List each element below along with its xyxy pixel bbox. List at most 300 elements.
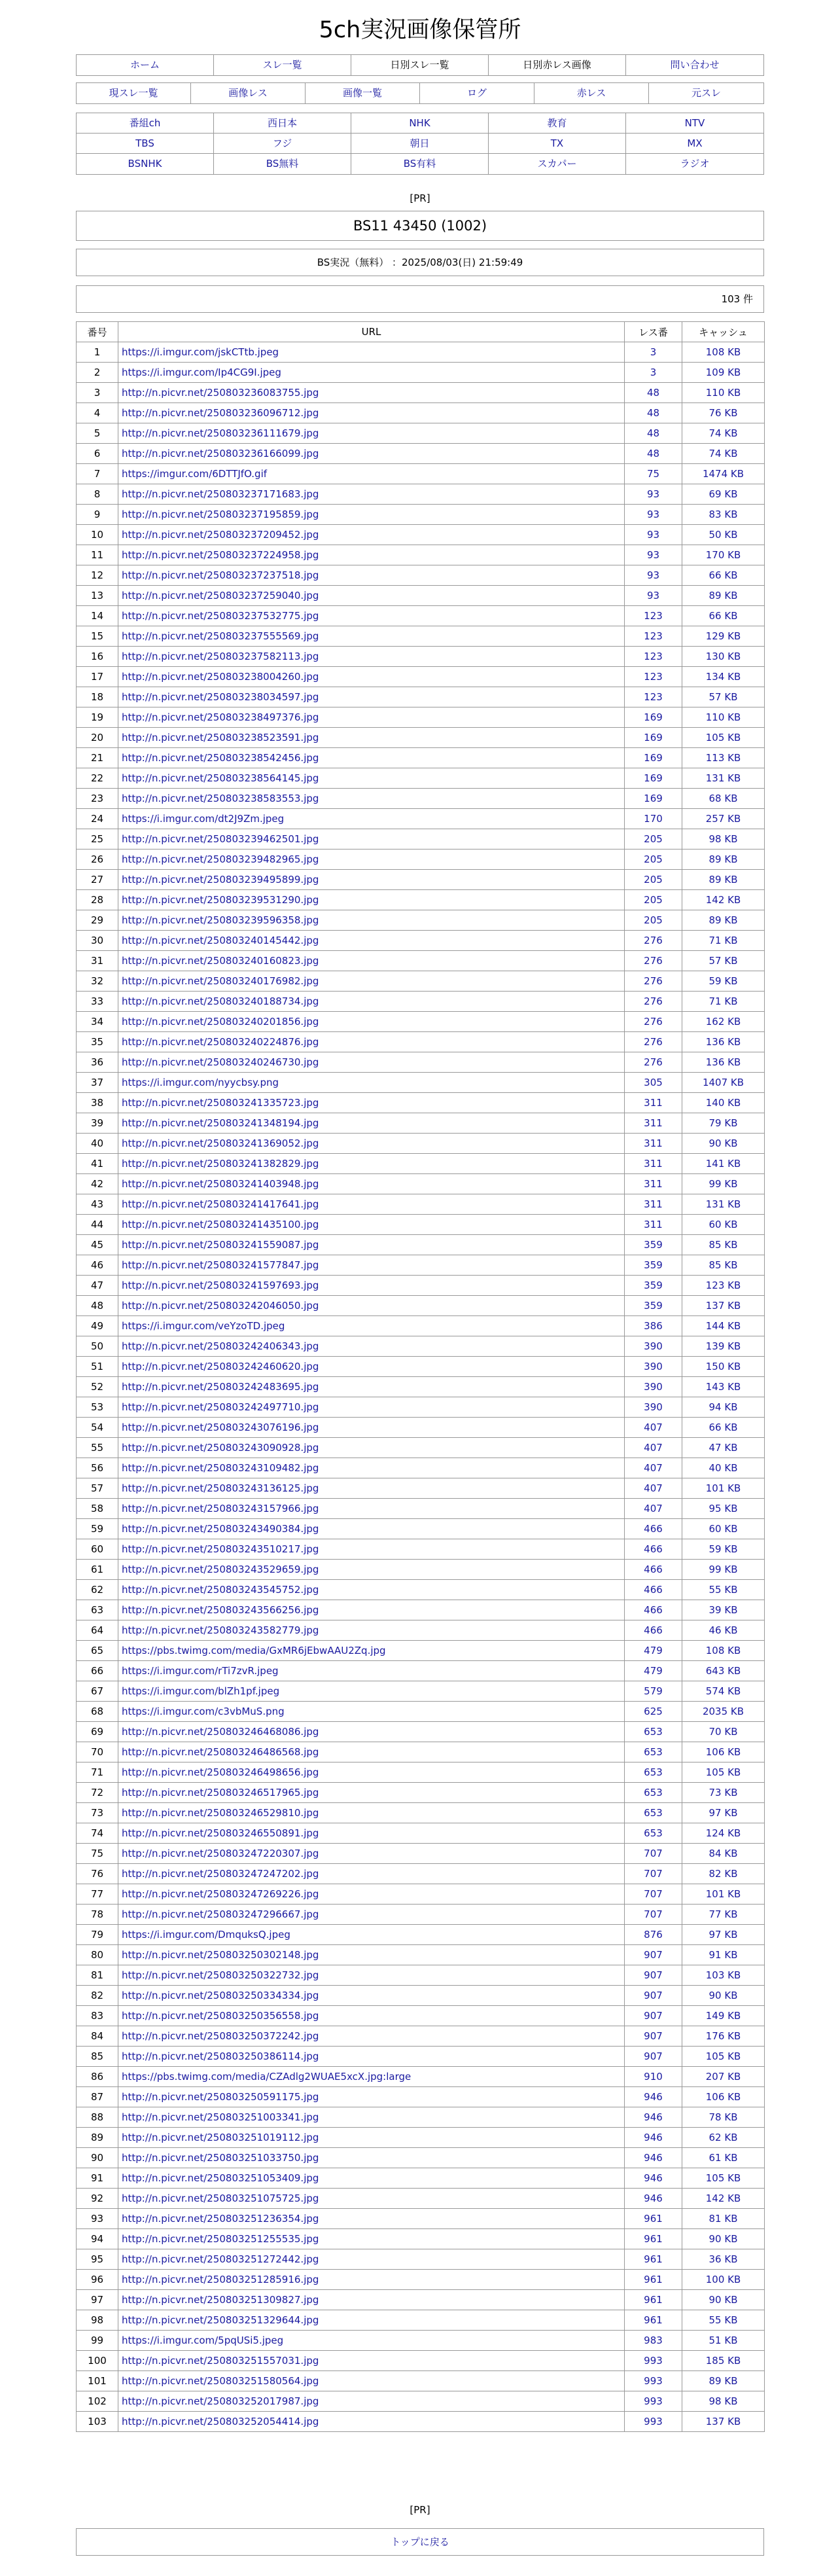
res-number-link[interactable]: 653: [625, 1742, 682, 1762]
nav-second-link-3[interactable]: ログ: [420, 83, 534, 103]
res-number-link[interactable]: 311: [625, 1194, 682, 1215]
res-number-link[interactable]: 169: [625, 789, 682, 809]
cache-link[interactable]: 60 KB: [682, 1519, 765, 1539]
image-url-link[interactable]: http://n.picvr.net/250803250372242.jpg: [118, 2026, 625, 2047]
res-number-link[interactable]: 466: [625, 1560, 682, 1580]
cache-link[interactable]: 85 KB: [682, 1235, 765, 1255]
image-url-link[interactable]: http://n.picvr.net/250803243490384.jpg: [118, 1519, 625, 1539]
cache-link[interactable]: 76 KB: [682, 403, 765, 423]
res-number-link[interactable]: 311: [625, 1154, 682, 1174]
res-number-link[interactable]: 123: [625, 687, 682, 707]
image-url-link[interactable]: http://n.picvr.net/250803238542456.jpg: [118, 748, 625, 768]
res-number-link[interactable]: 93: [625, 525, 682, 545]
res-number-link[interactable]: 961: [625, 2209, 682, 2229]
cache-link[interactable]: 105 KB: [682, 2168, 765, 2189]
image-url-link[interactable]: http://n.picvr.net/250803243545752.jpg: [118, 1580, 625, 1600]
res-number-link[interactable]: 653: [625, 1803, 682, 1823]
channel-link-4[interactable]: NTV: [626, 113, 763, 134]
cache-link[interactable]: 1407 KB: [682, 1073, 765, 1093]
image-url-link[interactable]: http://n.picvr.net/250803237555569.jpg: [118, 626, 625, 647]
res-number-link[interactable]: 48: [625, 423, 682, 444]
cache-link[interactable]: 81 KB: [682, 2209, 765, 2229]
image-url-link[interactable]: http://n.picvr.net/250803251580564.jpg: [118, 2371, 625, 2391]
image-url-link[interactable]: http://n.picvr.net/250803247296667.jpg: [118, 1905, 625, 1925]
cache-link[interactable]: 71 KB: [682, 931, 765, 951]
image-url-link[interactable]: http://n.picvr.net/250803242497710.jpg: [118, 1397, 625, 1418]
res-number-link[interactable]: 276: [625, 1052, 682, 1073]
channel-link-7[interactable]: 朝日: [351, 134, 489, 154]
cache-link[interactable]: 83 KB: [682, 505, 765, 525]
res-number-link[interactable]: 946: [625, 2128, 682, 2148]
res-number-link[interactable]: 123: [625, 667, 682, 687]
res-number-link[interactable]: 961: [625, 2249, 682, 2270]
res-number-link[interactable]: 75: [625, 464, 682, 484]
cache-link[interactable]: 131 KB: [682, 1194, 765, 1215]
cache-link[interactable]: 97 KB: [682, 1925, 765, 1945]
res-number-link[interactable]: 123: [625, 647, 682, 667]
image-url-link[interactable]: http://n.picvr.net/250803239482965.jpg: [118, 850, 625, 870]
image-url-link[interactable]: http://n.picvr.net/250803236166099.jpg: [118, 444, 625, 464]
cache-link[interactable]: 40 KB: [682, 1458, 765, 1478]
res-number-link[interactable]: 707: [625, 1905, 682, 1925]
res-number-link[interactable]: 907: [625, 1965, 682, 1986]
cache-link[interactable]: 110 KB: [682, 383, 765, 403]
image-url-link[interactable]: http://n.picvr.net/250803240246730.jpg: [118, 1052, 625, 1073]
image-url-link[interactable]: http://n.picvr.net/250803240176982.jpg: [118, 971, 625, 992]
res-number-link[interactable]: 169: [625, 748, 682, 768]
image-url-link[interactable]: http://n.picvr.net/250803250302148.jpg: [118, 1945, 625, 1965]
res-number-link[interactable]: 407: [625, 1438, 682, 1458]
image-url-link[interactable]: http://n.picvr.net/250803243157966.jpg: [118, 1499, 625, 1519]
image-url-link[interactable]: http://n.picvr.net/250803243510217.jpg: [118, 1539, 625, 1560]
res-number-link[interactable]: 907: [625, 1986, 682, 2006]
image-url-link[interactable]: http://n.picvr.net/250803237582113.jpg: [118, 647, 625, 667]
res-number-link[interactable]: 653: [625, 1722, 682, 1742]
image-url-link[interactable]: http://n.picvr.net/250803243529659.jpg: [118, 1560, 625, 1580]
res-number-link[interactable]: 359: [625, 1255, 682, 1276]
image-url-link[interactable]: http://n.picvr.net/250803237259040.jpg: [118, 586, 625, 606]
res-number-link[interactable]: 276: [625, 971, 682, 992]
res-number-link[interactable]: 625: [625, 1702, 682, 1722]
image-url-link[interactable]: http://n.picvr.net/250803239596358.jpg: [118, 910, 625, 931]
res-number-link[interactable]: 707: [625, 1844, 682, 1864]
image-url-link[interactable]: https://i.imgur.com/dt2J9Zm.jpeg: [118, 809, 625, 829]
res-number-link[interactable]: 907: [625, 2026, 682, 2047]
cache-link[interactable]: 59 KB: [682, 1539, 765, 1560]
image-url-link[interactable]: http://n.picvr.net/250803237171683.jpg: [118, 484, 625, 505]
cache-link[interactable]: 60 KB: [682, 1215, 765, 1235]
channel-link-5[interactable]: TBS: [77, 134, 214, 154]
image-url-link[interactable]: https://i.imgur.com/nyycbsy.png: [118, 1073, 625, 1093]
image-url-link[interactable]: http://n.picvr.net/250803236096712.jpg: [118, 403, 625, 423]
image-url-link[interactable]: https://i.imgur.com/DmquksQ.jpeg: [118, 1925, 625, 1945]
site-title[interactable]: 5ch実況画像保管所: [319, 17, 521, 43]
res-number-link[interactable]: 359: [625, 1235, 682, 1255]
cache-link[interactable]: 55 KB: [682, 1580, 765, 1600]
cache-link[interactable]: 101 KB: [682, 1478, 765, 1499]
res-number-link[interactable]: 123: [625, 626, 682, 647]
image-url-link[interactable]: http://n.picvr.net/250803251285916.jpg: [118, 2270, 625, 2290]
cache-link[interactable]: 66 KB: [682, 1418, 765, 1438]
image-url-link[interactable]: http://n.picvr.net/250803237237518.jpg: [118, 565, 625, 586]
res-number-link[interactable]: 48: [625, 383, 682, 403]
cache-link[interactable]: 101 KB: [682, 1884, 765, 1905]
cache-link[interactable]: 140 KB: [682, 1093, 765, 1113]
channel-link-10[interactable]: BSNHK: [77, 154, 214, 174]
image-url-link[interactable]: http://n.picvr.net/250803239462501.jpg: [118, 829, 625, 850]
res-number-link[interactable]: 907: [625, 2006, 682, 2026]
cache-link[interactable]: 73 KB: [682, 1783, 765, 1803]
cache-link[interactable]: 61 KB: [682, 2148, 765, 2168]
cache-link[interactable]: 55 KB: [682, 2310, 765, 2331]
image-url-link[interactable]: http://n.picvr.net/250803241597693.jpg: [118, 1276, 625, 1296]
image-url-link[interactable]: https://i.imgur.com/Ip4CG9I.jpeg: [118, 363, 625, 383]
image-url-link[interactable]: http://n.picvr.net/250803251255535.jpg: [118, 2229, 625, 2249]
res-number-link[interactable]: 407: [625, 1458, 682, 1478]
cache-link[interactable]: 574 KB: [682, 1681, 765, 1702]
image-url-link[interactable]: http://n.picvr.net/250803250386114.jpg: [118, 2047, 625, 2067]
image-url-link[interactable]: http://n.picvr.net/250803240201856.jpg: [118, 1012, 625, 1032]
cache-link[interactable]: 103 KB: [682, 1965, 765, 1986]
image-url-link[interactable]: http://n.picvr.net/250803250591175.jpg: [118, 2087, 625, 2107]
nav-second-link-5[interactable]: 元スレ: [691, 87, 721, 99]
res-number-link[interactable]: 311: [625, 1093, 682, 1113]
image-url-link[interactable]: http://n.picvr.net/250803243076196.jpg: [118, 1418, 625, 1438]
image-url-link[interactable]: http://n.picvr.net/250803246517965.jpg: [118, 1783, 625, 1803]
channel-link-8[interactable]: TX: [489, 134, 626, 154]
cache-link[interactable]: 1474 KB: [682, 464, 765, 484]
cache-link[interactable]: 59 KB: [682, 971, 765, 992]
image-url-link[interactable]: http://n.picvr.net/250803252054414.jpg: [118, 2412, 625, 2432]
res-number-link[interactable]: 907: [625, 2047, 682, 2067]
image-url-link[interactable]: http://n.picvr.net/250803240145442.jpg: [118, 931, 625, 951]
image-url-link[interactable]: http://n.picvr.net/250803246468086.jpg: [118, 1722, 625, 1742]
image-url-link[interactable]: http://n.picvr.net/250803251053409.jpg: [118, 2168, 625, 2189]
cache-link[interactable]: 46 KB: [682, 1620, 765, 1641]
image-url-link[interactable]: https://i.imgur.com/c3vbMuS.png: [118, 1702, 625, 1722]
channel-link-9[interactable]: MX: [626, 134, 763, 154]
cache-link[interactable]: 36 KB: [682, 2249, 765, 2270]
image-url-link[interactable]: http://n.picvr.net/250803247220307.jpg: [118, 1844, 625, 1864]
cache-link[interactable]: 141 KB: [682, 1154, 765, 1174]
cache-link[interactable]: 99 KB: [682, 1174, 765, 1194]
res-number-link[interactable]: 170: [625, 809, 682, 829]
res-number-link[interactable]: 993: [625, 2391, 682, 2412]
res-number-link[interactable]: 276: [625, 951, 682, 971]
res-number-link[interactable]: 961: [625, 2290, 682, 2310]
res-number-link[interactable]: 169: [625, 768, 682, 789]
channel-link-0[interactable]: 番組ch: [77, 113, 214, 134]
image-url-link[interactable]: http://n.picvr.net/250803246550891.jpg: [118, 1823, 625, 1844]
nav-top-link-4[interactable]: 問い合わせ: [670, 59, 720, 71]
res-number-link[interactable]: 910: [625, 2067, 682, 2087]
res-number-link[interactable]: 123: [625, 606, 682, 626]
res-number-link[interactable]: 93: [625, 484, 682, 505]
image-url-link[interactable]: http://n.picvr.net/250803241435100.jpg: [118, 1215, 625, 1235]
res-number-link[interactable]: 276: [625, 992, 682, 1012]
image-url-link[interactable]: http://n.picvr.net/250803251236354.jpg: [118, 2209, 625, 2229]
res-number-link[interactable]: 466: [625, 1580, 682, 1600]
image-url-link[interactable]: http://n.picvr.net/250803237195859.jpg: [118, 505, 625, 525]
cache-link[interactable]: 89 KB: [682, 2371, 765, 2391]
image-url-link[interactable]: http://n.picvr.net/250803247269226.jpg: [118, 1884, 625, 1905]
image-url-link[interactable]: https://i.imgur.com/blZh1pf.jpeg: [118, 1681, 625, 1702]
cache-link[interactable]: 123 KB: [682, 1276, 765, 1296]
res-number-link[interactable]: 93: [625, 505, 682, 525]
image-url-link[interactable]: http://n.picvr.net/250803240224876.jpg: [118, 1032, 625, 1052]
res-number-link[interactable]: 707: [625, 1884, 682, 1905]
cache-link[interactable]: 99 KB: [682, 1560, 765, 1580]
image-url-link[interactable]: http://n.picvr.net/250803241335723.jpg: [118, 1093, 625, 1113]
cache-link[interactable]: 137 KB: [682, 1296, 765, 1316]
cache-link[interactable]: 90 KB: [682, 1986, 765, 2006]
image-url-link[interactable]: http://n.picvr.net/250803242406343.jpg: [118, 1336, 625, 1357]
image-url-link[interactable]: http://n.picvr.net/250803236083755.jpg: [118, 383, 625, 403]
nav-top-link-1[interactable]: スレ一覧: [214, 55, 351, 75]
image-url-link[interactable]: http://n.picvr.net/250803251272442.jpg: [118, 2249, 625, 2270]
cache-link[interactable]: 57 KB: [682, 951, 765, 971]
cache-link[interactable]: 47 KB: [682, 1438, 765, 1458]
cache-link[interactable]: 129 KB: [682, 626, 765, 647]
cache-link[interactable]: 66 KB: [682, 606, 765, 626]
cache-link[interactable]: 98 KB: [682, 829, 765, 850]
cache-link[interactable]: 106 KB: [682, 2087, 765, 2107]
res-number-link[interactable]: 3: [625, 363, 682, 383]
res-number-link[interactable]: 390: [625, 1336, 682, 1357]
res-number-link[interactable]: 407: [625, 1478, 682, 1499]
res-number-link[interactable]: 311: [625, 1134, 682, 1154]
res-number-link[interactable]: 205: [625, 890, 682, 910]
cache-link[interactable]: 136 KB: [682, 1052, 765, 1073]
channel-link-1[interactable]: 西日本: [214, 113, 351, 134]
image-url-link[interactable]: http://n.picvr.net/250803240188734.jpg: [118, 992, 625, 1012]
res-number-link[interactable]: 305: [625, 1073, 682, 1093]
image-url-link[interactable]: http://n.picvr.net/250803250356558.jpg: [118, 2006, 625, 2026]
cache-link[interactable]: 643 KB: [682, 1661, 765, 1681]
cache-link[interactable]: 94 KB: [682, 1397, 765, 1418]
cache-link[interactable]: 82 KB: [682, 1864, 765, 1884]
res-number-link[interactable]: 311: [625, 1174, 682, 1194]
res-number-link[interactable]: 466: [625, 1539, 682, 1560]
cache-link[interactable]: 124 KB: [682, 1823, 765, 1844]
image-url-link[interactable]: http://n.picvr.net/250803243109482.jpg: [118, 1458, 625, 1478]
image-url-link[interactable]: http://n.picvr.net/250803242483695.jpg: [118, 1377, 625, 1397]
image-url-link[interactable]: http://n.picvr.net/250803251019112.jpg: [118, 2128, 625, 2148]
res-number-link[interactable]: 653: [625, 1823, 682, 1844]
cache-link[interactable]: 130 KB: [682, 647, 765, 667]
cache-link[interactable]: 142 KB: [682, 890, 765, 910]
cache-link[interactable]: 2035 KB: [682, 1702, 765, 1722]
cache-link[interactable]: 142 KB: [682, 2189, 765, 2209]
res-number-link[interactable]: 276: [625, 1012, 682, 1032]
image-url-link[interactable]: http://n.picvr.net/250803237224958.jpg: [118, 545, 625, 565]
image-url-link[interactable]: http://n.picvr.net/250803246498656.jpg: [118, 1762, 625, 1783]
cache-link[interactable]: 89 KB: [682, 910, 765, 931]
res-number-link[interactable]: 983: [625, 2331, 682, 2351]
cache-link[interactable]: 162 KB: [682, 1012, 765, 1032]
res-number-link[interactable]: 48: [625, 444, 682, 464]
cache-link[interactable]: 113 KB: [682, 748, 765, 768]
cache-link[interactable]: 69 KB: [682, 484, 765, 505]
image-url-link[interactable]: https://imgur.com/6DTTJfO.gif: [118, 464, 625, 484]
res-number-link[interactable]: 946: [625, 2087, 682, 2107]
cache-link[interactable]: 66 KB: [682, 565, 765, 586]
cache-link[interactable]: 91 KB: [682, 1945, 765, 1965]
channel-link-12[interactable]: BS有料: [351, 154, 489, 174]
res-number-link[interactable]: 466: [625, 1620, 682, 1641]
image-url-link[interactable]: https://i.imgur.com/rTi7zvR.jpeg: [118, 1661, 625, 1681]
cache-link[interactable]: 134 KB: [682, 667, 765, 687]
nav-top-link-2[interactable]: 日別スレ一覧: [351, 55, 489, 75]
cache-link[interactable]: 108 KB: [682, 1641, 765, 1661]
image-url-link[interactable]: http://n.picvr.net/250803239495899.jpg: [118, 870, 625, 890]
cache-link[interactable]: 100 KB: [682, 2270, 765, 2290]
image-url-link[interactable]: http://n.picvr.net/250803250334334.jpg: [118, 1986, 625, 2006]
res-number-link[interactable]: 3: [625, 342, 682, 363]
res-number-link[interactable]: 169: [625, 707, 682, 728]
image-url-link[interactable]: http://n.picvr.net/250803242046050.jpg: [118, 1296, 625, 1316]
cache-link[interactable]: 95 KB: [682, 1499, 765, 1519]
cache-link[interactable]: 70 KB: [682, 1722, 765, 1742]
nav-second-link-0[interactable]: 現スレ一覧: [77, 83, 191, 103]
channel-link-11[interactable]: BS無料: [214, 154, 351, 174]
res-number-link[interactable]: 205: [625, 910, 682, 931]
cache-link[interactable]: 57 KB: [682, 687, 765, 707]
cache-link[interactable]: 185 KB: [682, 2351, 765, 2371]
cache-link[interactable]: 90 KB: [682, 2229, 765, 2249]
res-number-link[interactable]: 653: [625, 1762, 682, 1783]
res-number-link[interactable]: 993: [625, 2351, 682, 2371]
image-url-link[interactable]: http://n.picvr.net/250803242460620.jpg: [118, 1357, 625, 1377]
image-url-link[interactable]: http://n.picvr.net/250803237532775.jpg: [118, 606, 625, 626]
image-url-link[interactable]: https://pbs.twimg.com/media/CZAdlg2WUAE5xcX.jpg:large: [118, 2067, 625, 2087]
cache-link[interactable]: 74 KB: [682, 444, 765, 464]
res-number-link[interactable]: 205: [625, 829, 682, 850]
cache-link[interactable]: 109 KB: [682, 363, 765, 383]
res-number-link[interactable]: 311: [625, 1113, 682, 1134]
image-url-link[interactable]: http://n.picvr.net/250803246486568.jpg: [118, 1742, 625, 1762]
cache-link[interactable]: 207 KB: [682, 2067, 765, 2087]
cache-link[interactable]: 39 KB: [682, 1600, 765, 1620]
res-number-link[interactable]: 390: [625, 1397, 682, 1418]
cache-link[interactable]: 77 KB: [682, 1905, 765, 1925]
image-url-link[interactable]: http://n.picvr.net/250803241577847.jpg: [118, 1255, 625, 1276]
channel-link-14[interactable]: ラジオ: [680, 158, 710, 170]
channel-link-13[interactable]: スカパー: [489, 154, 626, 174]
nav-second-link-4[interactable]: 赤レス: [534, 83, 649, 103]
image-url-link[interactable]: http://n.picvr.net/250803246529810.jpg: [118, 1803, 625, 1823]
res-number-link[interactable]: 707: [625, 1864, 682, 1884]
res-number-link[interactable]: 946: [625, 2107, 682, 2128]
res-number-link[interactable]: 466: [625, 1600, 682, 1620]
image-url-link[interactable]: http://n.picvr.net/250803251003341.jpg: [118, 2107, 625, 2128]
cache-link[interactable]: 143 KB: [682, 1377, 765, 1397]
image-url-link[interactable]: http://n.picvr.net/250803238034597.jpg: [118, 687, 625, 707]
image-url-link[interactable]: http://n.picvr.net/250803241417641.jpg: [118, 1194, 625, 1215]
res-number-link[interactable]: 579: [625, 1681, 682, 1702]
channel-link-6[interactable]: フジ: [214, 134, 351, 154]
res-number-link[interactable]: 93: [625, 565, 682, 586]
res-number-link[interactable]: 407: [625, 1418, 682, 1438]
res-number-link[interactable]: 946: [625, 2148, 682, 2168]
cache-link[interactable]: 176 KB: [682, 2026, 765, 2047]
res-number-link[interactable]: 961: [625, 2310, 682, 2331]
cache-link[interactable]: 62 KB: [682, 2128, 765, 2148]
cache-link[interactable]: 137 KB: [682, 2412, 765, 2432]
image-url-link[interactable]: http://n.picvr.net/250803238564145.jpg: [118, 768, 625, 789]
image-url-link[interactable]: http://n.picvr.net/250803238523591.jpg: [118, 728, 625, 748]
cache-link[interactable]: 139 KB: [682, 1336, 765, 1357]
cache-link[interactable]: 89 KB: [682, 850, 765, 870]
image-url-link[interactable]: http://n.picvr.net/250803240160823.jpg: [118, 951, 625, 971]
image-url-link[interactable]: https://pbs.twimg.com/media/GxMR6jEbwAAU2Zq.jpg: [118, 1641, 625, 1661]
res-number-link[interactable]: 93: [625, 586, 682, 606]
res-number-link[interactable]: 93: [625, 545, 682, 565]
image-url-link[interactable]: http://n.picvr.net/250803243136125.jpg: [118, 1478, 625, 1499]
image-url-link[interactable]: http://n.picvr.net/250803251309827.jpg: [118, 2290, 625, 2310]
image-url-link[interactable]: http://n.picvr.net/250803239531290.jpg: [118, 890, 625, 910]
res-number-link[interactable]: 946: [625, 2189, 682, 2209]
image-url-link[interactable]: http://n.picvr.net/250803236111679.jpg: [118, 423, 625, 444]
res-number-link[interactable]: 48: [625, 403, 682, 423]
image-url-link[interactable]: http://n.picvr.net/250803250322732.jpg: [118, 1965, 625, 1986]
back-to-top-button[interactable]: トップに戻る: [76, 2528, 764, 2556]
image-url-link[interactable]: http://n.picvr.net/250803251557031.jpg: [118, 2351, 625, 2371]
nav-second-link-1[interactable]: 画像レス: [191, 83, 306, 103]
image-url-link[interactable]: http://n.picvr.net/250803243566256.jpg: [118, 1600, 625, 1620]
cache-link[interactable]: 105 KB: [682, 2047, 765, 2067]
cache-link[interactable]: 170 KB: [682, 545, 765, 565]
nav-top-link-3[interactable]: 日別赤レス画像: [489, 55, 626, 75]
cache-link[interactable]: 50 KB: [682, 525, 765, 545]
cache-link[interactable]: 98 KB: [682, 2391, 765, 2412]
cache-link[interactable]: 105 KB: [682, 728, 765, 748]
image-url-link[interactable]: http://n.picvr.net/250803243582779.jpg: [118, 1620, 625, 1641]
cache-link[interactable]: 90 KB: [682, 2290, 765, 2310]
res-number-link[interactable]: 993: [625, 2412, 682, 2432]
cache-link[interactable]: 71 KB: [682, 992, 765, 1012]
res-number-link[interactable]: 390: [625, 1357, 682, 1377]
image-url-link[interactable]: http://n.picvr.net/250803238004260.jpg: [118, 667, 625, 687]
image-url-link[interactable]: http://n.picvr.net/250803252017987.jpg: [118, 2391, 625, 2412]
cache-link[interactable]: 131 KB: [682, 768, 765, 789]
cache-link[interactable]: 78 KB: [682, 2107, 765, 2128]
res-number-link[interactable]: 276: [625, 931, 682, 951]
res-number-link[interactable]: 653: [625, 1783, 682, 1803]
image-url-link[interactable]: https://i.imgur.com/veYzoTD.jpeg: [118, 1316, 625, 1336]
image-url-link[interactable]: http://n.picvr.net/250803251075725.jpg: [118, 2189, 625, 2209]
cache-link[interactable]: 97 KB: [682, 1803, 765, 1823]
image-url-link[interactable]: http://n.picvr.net/250803241403948.jpg: [118, 1174, 625, 1194]
res-number-link[interactable]: 276: [625, 1032, 682, 1052]
cache-link[interactable]: 85 KB: [682, 1255, 765, 1276]
cache-link[interactable]: 90 KB: [682, 1134, 765, 1154]
image-url-link[interactable]: http://n.picvr.net/250803251033750.jpg: [118, 2148, 625, 2168]
cache-link[interactable]: 84 KB: [682, 1844, 765, 1864]
image-url-link[interactable]: http://n.picvr.net/250803241559087.jpg: [118, 1235, 625, 1255]
cache-link[interactable]: 89 KB: [682, 870, 765, 890]
cache-link[interactable]: 149 KB: [682, 2006, 765, 2026]
cache-link[interactable]: 144 KB: [682, 1316, 765, 1336]
res-number-link[interactable]: 479: [625, 1661, 682, 1681]
image-url-link[interactable]: http://n.picvr.net/250803241348194.jpg: [118, 1113, 625, 1134]
image-url-link[interactable]: http://n.picvr.net/250803241369052.jpg: [118, 1134, 625, 1154]
image-url-link[interactable]: http://n.picvr.net/250803243090928.jpg: [118, 1438, 625, 1458]
cache-link[interactable]: 79 KB: [682, 1113, 765, 1134]
res-number-link[interactable]: 359: [625, 1276, 682, 1296]
res-number-link[interactable]: 386: [625, 1316, 682, 1336]
res-number-link[interactable]: 311: [625, 1215, 682, 1235]
